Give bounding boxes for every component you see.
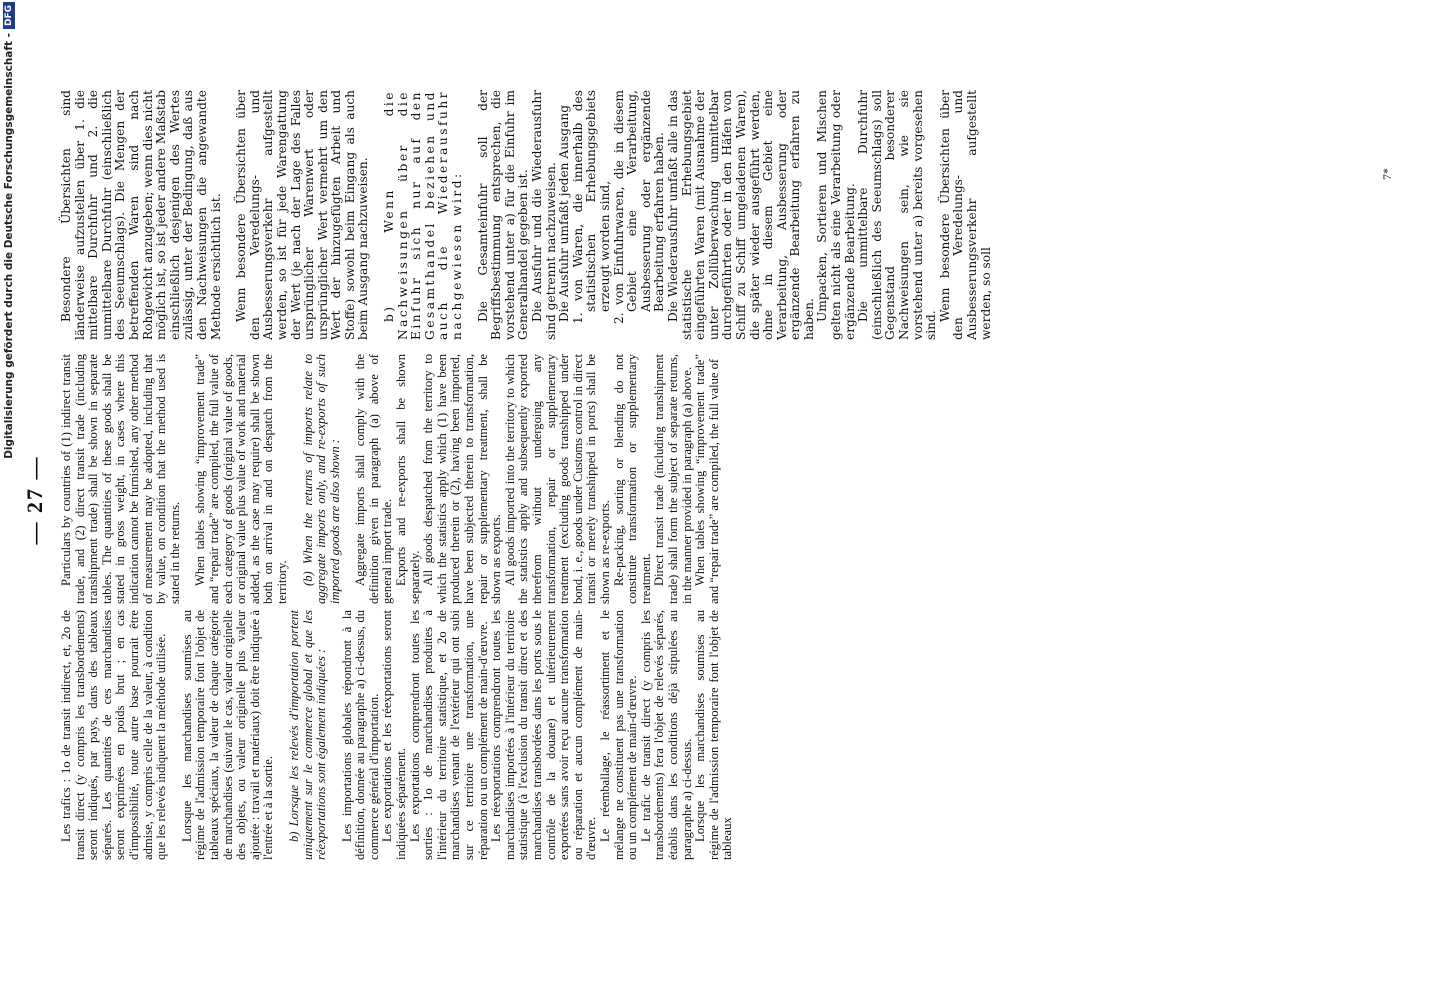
paragraph: Le trafic de transit direct (y compris les transbordements) fera l'objet de relevés séparés, établis dans les conditions déjà stipulées au paragraphe a) ci-dessus.: [638, 610, 694, 860]
paragraph: Lorsque les marchandises soumises au régime de l'admission temporaire font l'objet de tableaux: [693, 610, 735, 860]
paragraph: Les exportations et les réexportations seront indiquées séparément.: [380, 610, 409, 860]
french-column: [60, 610, 735, 860]
paragraph: When tables showing “improvement trade” and “repair trade” are compiled, the full value of: [693, 354, 721, 604]
paragraph: Besondere Übersichten sind länderweise aufzustellen über 1. die mittelbare Durchfuhr und 2. die unmittelbare Durchfuhr (einschließlich des Seeumschlags). Die Mengen der betreffenden Waren sind nach Rohgewicht anzugeben; wenn dies nicht möglich ist, so ist jeder andere Maßstab einschließlich desjenigen des Wertes zulässig, unter der Bedingung, daß aus den Nachweisungen die angewandte Methode ersichtlich ist.: [59, 90, 223, 340]
dfg-logo: DFG: [3, 2, 15, 29]
paragraph: Direct transit trade (including transhipment trade) shall form the subject of separate returns, in the manner provided in paragraph (a) above.: [652, 354, 694, 604]
page-number: — 27 —: [22, 455, 47, 545]
paragraph: Les exportations comprendront toutes les sorties : 1o de marchandises produites à l'intérieur du territoire statistique, et 2o de marchandises venant de l'extérieur qui ont subi sur ce territoire une transformation, une réparation ou un complément de main-d'œuvre.: [407, 610, 490, 860]
paragraph: (b) When the returns of imports relate to aggregate imports only, and re-exports of such imported goods are also shown :: [300, 354, 342, 604]
paragraph: Die Ausfuhr und die Wiederausfuhr sind getrennt nachzuweisen.: [530, 90, 558, 340]
paragraph: All goods imported into the territory to which the statistics apply and subsequently exported therefrom without undergoing any transformation, repair or supplementary treatment (excluding goods transhipped under bond, i. e., goods under Customs control in direct transit or merely transhipped in ports) shall be shown as re-exports.: [502, 354, 612, 604]
paragraph: Die Ausfuhr umfaßt jeden Ausgang: [557, 104, 572, 322]
paragraph: Wenn besondere Übersichten über den Veredelungs- und Ausbesserungsverkehr aufgestellt werden, so soll: [937, 90, 993, 340]
paragraph: Particulars by countries of (1) indirect transit trade, and (2) direct transit trade (including transhipment trade) shall be shown in separate tables. The quantities of these goods shall be stated in gross weight, in cases where this indication cannot be furnished, any other method of measurement may be adopted, including that by value, on condition that the method used is stated in the returns.: [59, 354, 182, 604]
paragraph: Les importations globales répondront à la définition, donnée au paragraphe a) ci-dessus, du commerce général d'importation.: [339, 610, 381, 860]
paragraph: Lorsque les marchandises soumises au régime de l'admission temporaire font l'objet de tableaux spéciaux, la valeur de chaque catégorie de marchandises (suivant le cas, valeur originelle des objets, ou valeur originelle plus valeur ajoutée : travail et matériaux) doit être indiquée à l'entrée et à la sortie.: [179, 610, 276, 860]
paragraph: Les réexportations comprendront toutes les marchandises importées à l'intérieur du territoire statistique (à l'exclusion du transit direct et des marchandises transbordées dans les ports sous le contrôle de la douane) et ultérieurement exportées sans avoir reçu aucune transformation ou réparation et aucun complément de main-d'œuvre.: [489, 610, 599, 860]
list-item: 1. von Waren, die innerhalb des statistischen Erhebungsgebiets erzeugt worden sind,: [570, 90, 612, 324]
list-item: 2. von Einfuhrwaren, die in diesem Gebiet eine Verarbeitung, Ausbesserung oder ergänzende Bearbeitung erfahren haben.: [611, 90, 667, 324]
paragraph: Les trafics : 1o de transit indirect, et, 2o de transit direct (y compris les transbordements) seront indiqués, par pays, dans des tableaux séparés. Les quantités de ces marchandises seront exprimées en poids brut ; en cas d'impossibilité, toute autre base pourrait être admise, y compris celle de la valeur, à condition que les relevés indiquent la méthode utilisée.: [59, 610, 169, 860]
paragraph: Wenn besondere Übersichten über den Veredelungs- und Ausbesserungsverkehr aufgestellt werden, so ist für jede Warengattung der Wert (je nach der Lage des Falles ursprünglicher Warenwert oder ursprünglicher Wert vermehrt um den Wert der hinzugefügten Arbeit und Stoffe) sowohl beim Eingang als auch beim Ausgang nachzuweisen.: [234, 90, 371, 340]
paragraph: All goods despatched from the territory to which the statistics apply which (1) have been produced therein or (2), having been imported, have been subjected therein to transformation, repair or supplementary treatment, shall be shown as exports.: [421, 354, 504, 604]
signature-mark: 7*: [1380, 168, 1394, 180]
digitization-credit: [0, 0, 18, 1000]
paragraph: Le réemballage, le réassortiment et le mélange ne constituent pas une transformation ou un complément de main-d'œuvre.: [597, 610, 640, 860]
credit-text: Digitalisierung gefördert durch die Deutsche Forschungsgemeinschaft -: [3, 33, 15, 459]
paragraph: b) Wenn die Nachweisungen über die Einfuhr sich nur auf den Gesamthandel beziehen und auch die Wiederausfuhr nachgewiesen wird:: [382, 90, 465, 340]
paragraph: Exports and re-exports shall be shown separately.: [394, 354, 422, 604]
paragraph: Umpacken, Sortieren und Mischen gelten nicht als eine Verarbeitung oder ergänzende Bearbeitung.: [815, 90, 857, 340]
paragraph: Die Gesamteinfuhr soll der Begriffsbestimmung entsprechen, die vorstehend unter a) für die Einfuhr im Generalhandel gegeben ist.: [475, 90, 531, 340]
paragraph: Die Wiederausfuhr umfaßt alle in das statistische Erhebungsgebiet eingeführten Waren (mit Ausnahme der unter Zollüberwachung unmittelbar durchgeführten oder in den Häfen von Schiff zu Schiff umgeladenen Waren), die später wieder ausgeführt werden, ohne in diesem Gebiet eine Verarbeitung, Ausbesserung oder ergänzende Bearbeitung erfahren zu haben.: [665, 90, 816, 340]
paragraph: Die unmittelbare Durchfuhr (einschließlich des Seeumschlags) soll Gegenstand besonderer Nachweisungen sein, wie sie vorstehend unter a) bereits vorgesehen sind.: [856, 90, 939, 340]
german-column: [60, 90, 993, 340]
paragraph: Re-packing, sorting or blending do not constitute transformation or supplementary treatment.: [611, 354, 653, 604]
paragraph: b) Lorsque les relevés d'importation portent uniquement sur le commerce global et que les réexportations sont également indiquées :: [286, 610, 329, 860]
english-column: [60, 354, 721, 604]
paragraph: Aggregate imports shall comply with the definition given in paragraph (a) above of general import trade.: [353, 354, 395, 604]
paragraph: When tables showing “improvement trade” and “repair trade” are compiled, the full value of each category of goods (original value of goods, or original value plus value of work and material added, as the case may require) shall be shown both on arrival in and on despatch from the territory.: [193, 354, 289, 604]
